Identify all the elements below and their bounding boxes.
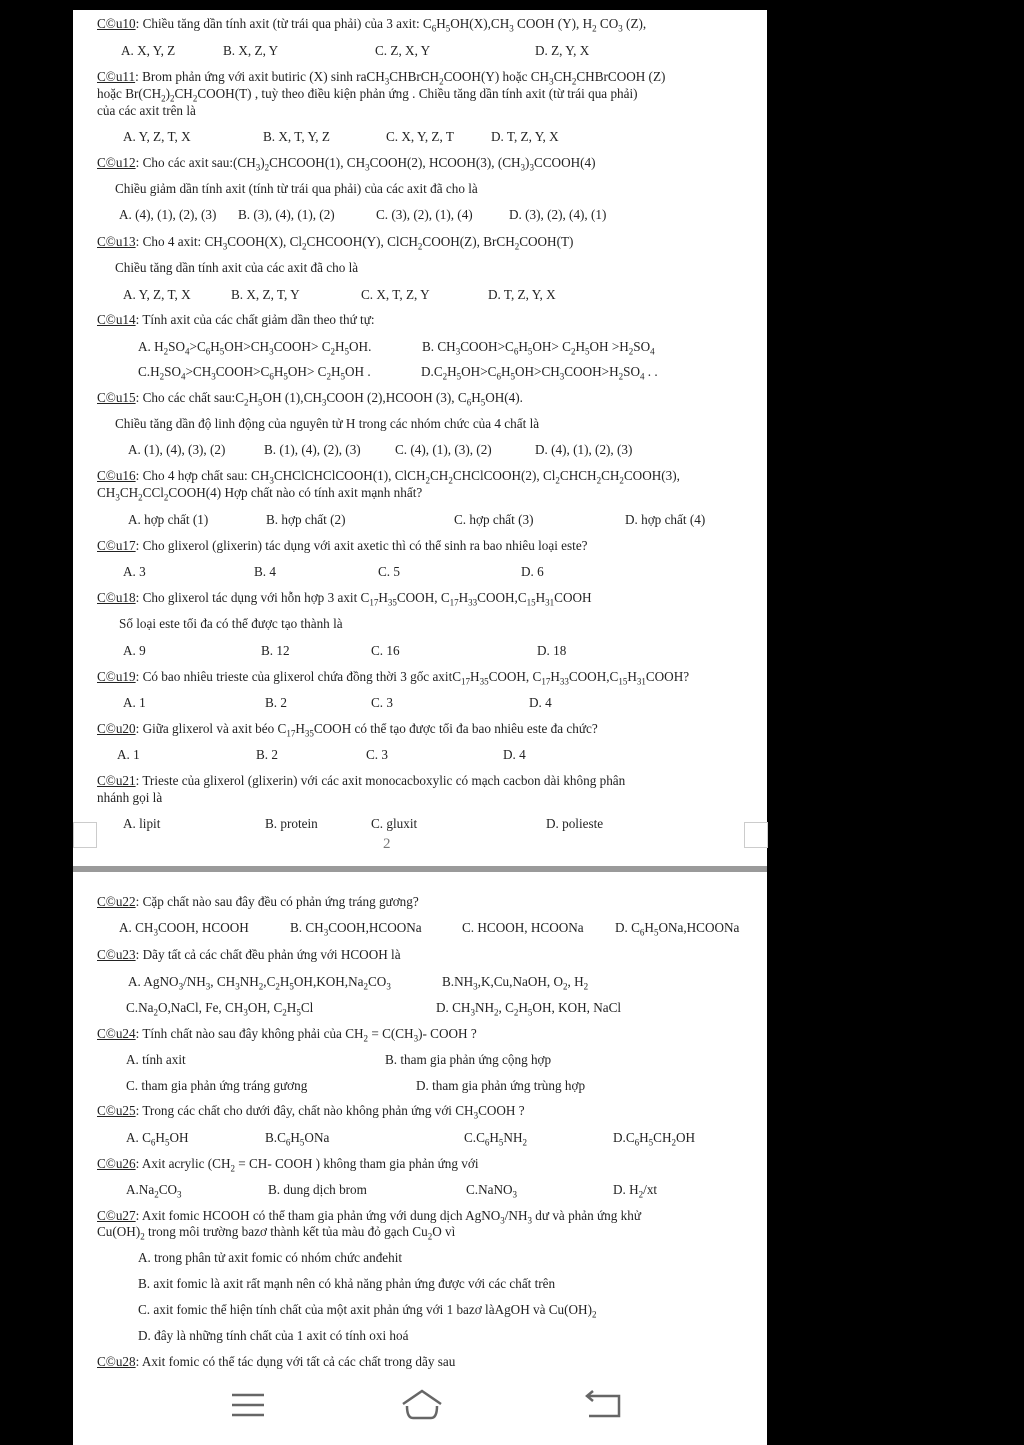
answer-option: B. 2 (265, 695, 287, 710)
question-3-stem-line: C©u25: Trong các chất cho dưới đây, chất nào không phản ứng với $CH_3COOH$ ? (97, 1103, 525, 1121)
answer-option: A. (4), (1), (2), (3) (119, 207, 217, 222)
answer-option: A. trong phân tử axit fomic có nhóm chức anđehit (138, 1250, 403, 1265)
answer-option: D. (4), (1), (2), (3) (535, 442, 633, 457)
answer-option: B. 2 (256, 747, 278, 762)
question-2-stem-line: C©u12: Cho các axit $sau:(CH_3)_2CHCOOH(1)$, $CH_3COOH(2)$, HCOOH(3), $(CH_3)_3CCOOH(4)$ (97, 155, 596, 173)
answer-option: D. Z, Y, X (535, 43, 590, 58)
answer-option: A. hợp chất (1) (128, 512, 209, 527)
menu-icon[interactable] (228, 1388, 268, 1422)
answer-option: A. $CH_3COOH$, HCOOH (119, 920, 249, 938)
answer-option: A. 3 (123, 564, 146, 579)
home-icon[interactable] (399, 1388, 445, 1422)
question-2-stem-line: Chiều giảm dần tính axit (tính từ trái qua phải) của các axit đã cho là (115, 181, 478, 196)
question-6-stem-line: C©u16: Cho 4 hợp chất sau: $CH_3CHClCHClCOOH(1)$, $ClCH_2CH_2CHClCOOH(2)$, $Cl_2CHCH_2CH_2COOH(3)$, (97, 468, 680, 486)
answer-option: D. $C_6H_5ONa,HCOONa$ (615, 920, 740, 938)
answer-option: D. (3), (2), (4), (1) (509, 207, 607, 222)
answer-option: D. T, Z, Y, X (491, 129, 559, 144)
answer-option: D. tham gia phản ứng trùng hợp (416, 1078, 586, 1093)
answer-option: C. X, T, Z, Y (361, 287, 430, 302)
answer-option: A. 1 (123, 695, 146, 710)
answer-option: D. hợp chất (4) (625, 512, 706, 527)
answer-option: C. 16 (371, 643, 400, 658)
answer-option: B. $CH_3COOH>C_6H_5OH> C_2H_5OH >H_2SO_4$ (422, 339, 655, 357)
question-4-stem-line: C©u14: Tính axit của các chất giảm dần theo thứ tự: (97, 312, 375, 327)
answer-option: A. lipit (123, 816, 161, 831)
answer-option: C. HCOOH, HCOONa (462, 920, 584, 935)
question-6-stem-line: C©u28: Axit fomic có thể tác dụng với tất cả các chất trong dãy sau (97, 1354, 456, 1369)
answer-option: A. $AgNO_3/NH_3$, $CH_3NH_2,C_2H_5OH,KOH,Na_2CO_3$ (128, 974, 391, 992)
question-5-stem-line: Chiều tăng dần độ linh động của nguyên tử H trong các nhóm chức của 4 chất là (115, 416, 540, 431)
document-page-2 (73, 872, 767, 1445)
question-0-stem-line: C©u10: Chiều tăng dần tính axit (từ trái qua phải) của 3 axit: $C_6H_5OH(X),CH_3$ COOH (Y), $H_2$ $CO_3$ (Z), (97, 16, 647, 34)
answer-option: $B.C_6H_5ONa$ (265, 1130, 330, 1148)
question-3-stem-line: C©u13: Cho 4 axit: $CH_3COOH(X)$, $Cl_2CHCOOH(Y)$, ClCH$_2$COOH(Z), BrCH$_2$COOH(T) (97, 234, 574, 252)
question-1-stem-line: của các axit trên là (97, 103, 196, 118)
answer-option: C. 3 (371, 695, 393, 710)
answer-option: A. 1 (117, 747, 140, 762)
answer-option: $C.C_6H_5NH_2$ (464, 1130, 527, 1148)
answer-option: $D.C_6H_5CH_2OH$ (613, 1130, 696, 1148)
answer-option: C. gluxit (371, 816, 418, 831)
answer-option: C. 3 (366, 747, 388, 762)
question-10-stem-line: C©u20: Giữa glixerol và axit béo $C_{17}H_{35}COOH$ có thể tạo được tối đa bao nhiêu este đa chức? (97, 721, 598, 739)
answer-option: C. (3), (2), (1), (4) (376, 207, 473, 222)
answer-option: B. axit fomic là axit rất mạnh nên có khả năng phản ứng được với các chất trên (138, 1276, 556, 1291)
answer-option: $A.Na_2CO_3$ (126, 1182, 182, 1200)
answer-option: A. tính axit (126, 1052, 186, 1067)
answer-option: C. axit fomic thể hiện tính chất của một axit phản ứng với 1 bazơ làAgOH và $Cu(OH)_2$ (138, 1302, 597, 1320)
question-11-stem-line: nhánh gọi là (97, 790, 163, 805)
answer-option: $C.Na_2O,NaCl$, Fe, $CH_3OH$, $C_2H_5Cl$ (126, 1000, 314, 1018)
answer-option: D. 18 (537, 643, 567, 658)
question-6-stem-line: $CH_3CH_2CCl_2COOH(4)$ Hợp chất nào có tính axit mạnh nhất? (97, 485, 423, 503)
answer-option: C. (4), (1), (3), (2) (395, 442, 492, 457)
answer-option: B. $CH_3COOH,HCOONa$ (290, 920, 422, 938)
answer-option: B. X, Z, T, Y (231, 287, 300, 302)
question-11-stem-line: C©u21: Trieste của glixerol (glixerin) với các axit monocacboxylic có mạch cacbon dài không phân (97, 773, 626, 788)
page-corner-right (744, 822, 768, 848)
answer-option: A. X, Y, Z (121, 43, 176, 58)
question-1-stem-line: C©u11: Brom phản ứng với axit butiric (X) sinh raCH$_3$CHBrCH$_2$COOH(Y) hoặc $CH_3CH_2CHBrCOOH$ (Z) (97, 69, 666, 87)
question-1-stem-line: C©u23: Dãy tất cả các chất đều phản ứng với HCOOH là (97, 947, 401, 962)
answer-option: D. $H_2/xt$ (613, 1182, 658, 1200)
answer-option: A. (1), (4), (3), (2) (128, 442, 226, 457)
answer-option: D. T, Z, Y, X (488, 287, 556, 302)
answer-option: B. X, Z, Y (223, 43, 279, 58)
answer-option: A. Y, Z, T, X (123, 129, 191, 144)
answer-option: B. (1), (4), (2), (3) (264, 442, 361, 457)
answer-option: $D.C_2H_5OH>C_6H_5OH>CH_3COOH>H_2SO_4$ . . (421, 364, 658, 382)
answer-option: B. dung dịch brom (268, 1182, 367, 1197)
question-8-stem-line: Số loại este tối đa có thể được tạo thành là (119, 616, 343, 631)
answer-option: B. tham gia phản ứng cộng hợp (385, 1052, 552, 1067)
answer-option: B. 4 (254, 564, 276, 579)
answer-option: B. 12 (261, 643, 290, 658)
android-nav-bar (73, 1378, 767, 1445)
question-8-stem-line: C©u18: Cho glixerol tác dụng với hỗn hợp 3 axit $C_{17}H_{35}COOH$, $C_{17}H_{33}COOH,C_{15}H_{31}COOH$ (97, 590, 592, 608)
answer-option: B. (3), (4), (1), (2) (238, 207, 335, 222)
answer-option: A. $H_2SO_4>C_6H_5OH>CH_3COOH> C_2H_5OH$. (138, 339, 372, 357)
answer-option: C.NaNO$_3$ (466, 1182, 518, 1200)
answer-option: D. 6 (521, 564, 544, 579)
document-page-1 (73, 10, 767, 866)
answer-option: A. Y, Z, T, X (123, 287, 191, 302)
question-4-stem-line: C©u26: Axit acrylic ($CH_2 = CH-$ COOH ) không tham gia phản ứng với (97, 1156, 479, 1174)
answer-option: D. $CH_3NH_2$, $C_2H_5OH$, KOH, NaCl (436, 1000, 622, 1018)
question-7-stem-line: C©u17: Cho glixerol (glixerin) tác dụng với axit axetic thì có thể sinh ra bao nhiêu loại este? (97, 538, 588, 553)
question-0-stem-line: C©u22: Cặp chất nào sau đây đều có phản ứng tráng gương? (97, 894, 419, 909)
question-2-stem-line: C©u24: Tính chất nào sau đây không phải của $CH_2 = C(CH_3)-$ COOH ? (97, 1026, 477, 1044)
answer-option: C. 5 (378, 564, 400, 579)
answer-option: B. X, T, Y, Z (263, 129, 330, 144)
answer-option: D. 4 (503, 747, 526, 762)
answer-option: D. đây là những tính chất của 1 axit có tính oxi hoá (138, 1328, 409, 1343)
question-5-stem-line: C©u27: Axit fomic HCOOH có thể tham gia phản ứng với dung dịch $AgNO_3/NH_3$ dư và phản ứng khử (97, 1208, 641, 1226)
answer-option: C. Z, X, Y (375, 43, 431, 58)
answer-option: $B.NH_3,K,Cu,NaOH$, $O_2$, $H_2$ (442, 974, 589, 992)
page-number: 2 (383, 836, 391, 852)
answer-option: D. 4 (529, 695, 552, 710)
back-icon[interactable] (583, 1388, 623, 1422)
answer-option: C. X, Y, Z, T (386, 129, 454, 144)
question-3-stem-line: Chiều tăng dần tính axit của các axit đã cho là (115, 260, 359, 275)
question-5-stem-line: C©u15: Cho các chất $sau:C_2H_5OH$ $(1),CH_3COOH$ (2),HCOOH (3), $C_6H_5OH(4)$. (97, 390, 523, 408)
question-1-stem-line: hoặc $Br(CH_2)_2CH_2COOH(T)$ , tuỳ theo điều kiện phản ứng . Chiều tăng dần tính axit (từ trái qua phải) (97, 86, 638, 104)
answer-option: D. polieste (546, 816, 604, 831)
answer-option: C. hợp chất (3) (454, 512, 534, 527)
answer-option: A. $C_6H_5OH$ (126, 1130, 189, 1148)
question-9-stem-line: C©u19: Có bao nhiêu trieste của glixerol chứa đồng thời 3 gốc $axitC_{17}H_{35}COOH$, $C_{17}H_{33}COOH,C_{15}H_{31}COOH$? (97, 669, 690, 687)
answer-option: B. protein (265, 816, 318, 831)
answer-option: B. hợp chất (2) (266, 512, 346, 527)
answer-option: A. 9 (123, 643, 146, 658)
question-5-stem-line: $Cu(OH)_2$ trong môi trường bazơ thành kết tủa màu đỏ gạch $Cu_2O$ vì (97, 1224, 456, 1242)
page-corner-left (73, 822, 97, 848)
answer-option: $C.H_2SO_4>CH_3COOH>C_6H_5OH> C_2H_5OH$ . (138, 364, 371, 382)
answer-option: C. tham gia phản ứng tráng gương (126, 1078, 308, 1093)
